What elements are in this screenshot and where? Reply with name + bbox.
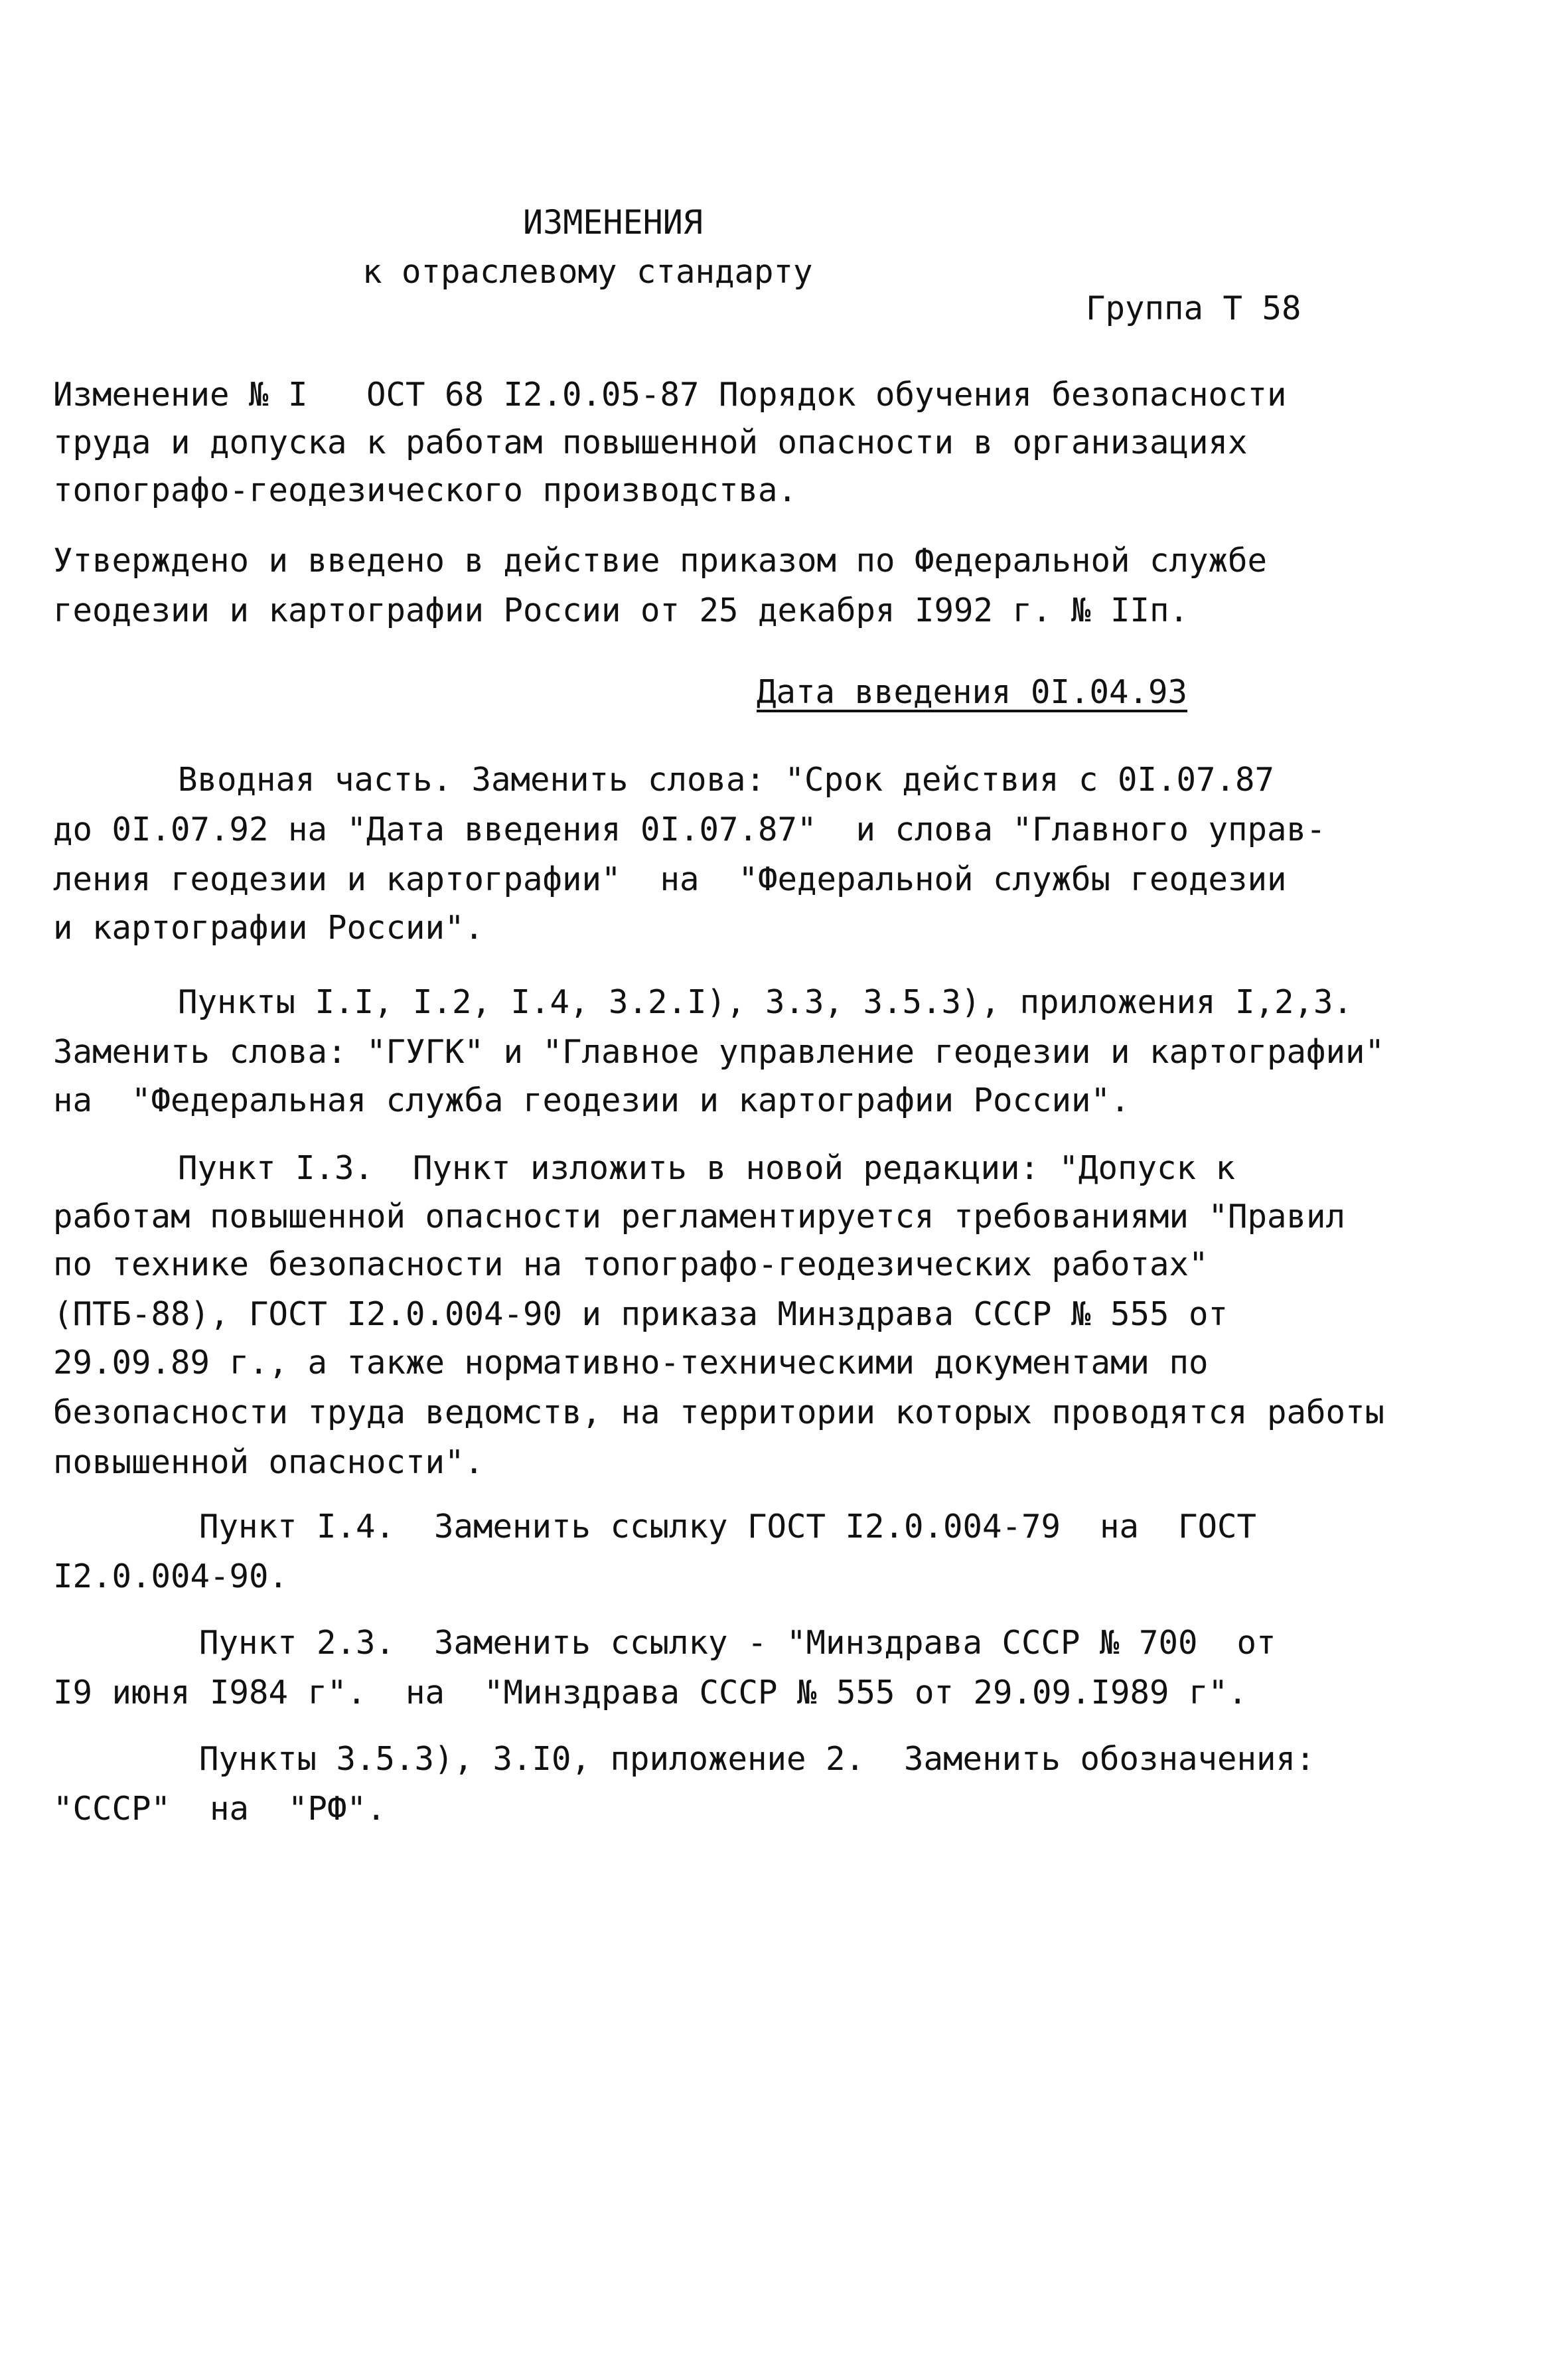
paragraph-line: 29.09.89 г., а также нормативно-техническими документами по (53, 1344, 1209, 1382)
paragraph-line: Пункты I.I, I.2, I.4, 3.2.I), 3.3, 3.5.3), приложения I,2,3. (178, 983, 1353, 1021)
paragraph-line: повышенной опасности". (53, 1443, 484, 1481)
paragraph-line: Пункт I.4. Заменить ссылку ГОСТ I2.0.004-79 на ГОСТ (199, 1508, 1257, 1546)
change-line: топографо-геодезического производства. (53, 471, 798, 509)
paragraph-line: Пункт 2.3. Заменить ссылку - "Минздрава СССР № 700 от (199, 1624, 1276, 1662)
paragraph-line: Пункты 3.5.3), 3.I0, приложение 2. Заменить обозначения: (199, 1740, 1315, 1778)
paragraph-line: Заменить слова: "ГУГК" и "Главное управление геодезии и картографии" (53, 1033, 1385, 1071)
document-subtitle: к отраслевому стандарту (362, 253, 813, 291)
paragraph-line: I9 июня I984 г". на "Минздрава СССР № 555 от 29.09.I989 г". (53, 1674, 1248, 1711)
paragraph-line: Вводная часть. Заменить слова: "Срок действия с 0I.07.87 (178, 761, 1275, 799)
date-of-introduction: Дата введения 0I.04.93 (757, 673, 1188, 711)
paragraph-line: по технике безопасности на топографо-геодезических работах" (53, 1245, 1209, 1283)
approval-line: геодезии и картографии России от 25 декабря I992 г. № IIп. (53, 592, 1189, 629)
group-code: Группа Т 58 (1086, 289, 1301, 327)
paragraph-line: работам повышенной опасности регламентируется требованиями "Правил (53, 1198, 1346, 1235)
paragraph-line: I2.0.004-90. (53, 1557, 289, 1595)
paragraph-line: Пункт I.3. Пункт изложить в новой редакции: "Допуск к (178, 1149, 1236, 1187)
paragraph-line: безопасности труда ведомств, на территории которых проводятся работы (53, 1393, 1385, 1431)
change-line: труда и допуска к работам повышенной опасности в организациях (53, 424, 1248, 461)
paragraph-line: на "Федеральная служба геодезии и картографии России". (53, 1081, 1130, 1119)
paragraph-line: (ПТБ-88), ГОСТ I2.0.004-90 и приказа Минздрава СССР № 555 от (53, 1295, 1228, 1333)
document-title: ИЗМЕНЕНИЯ (523, 203, 703, 242)
paragraph-line: и картографии России". (53, 909, 484, 947)
paragraph-line: до 0I.07.92 на "Дата введения 0I.07.87" и слова "Главного управ- (53, 811, 1326, 848)
approval-line: Утверждено и введено в действие приказом по Федеральной службе (53, 542, 1268, 580)
paragraph-line: "СССР" на "РФ". (53, 1790, 386, 1828)
change-line: Изменение № I ОСТ 68 I2.0.05-87 Порядок обучения безопасности (53, 376, 1287, 414)
paragraph-line: ления геодезии и картографии" на "Федеральной службы геодезии (53, 860, 1287, 898)
